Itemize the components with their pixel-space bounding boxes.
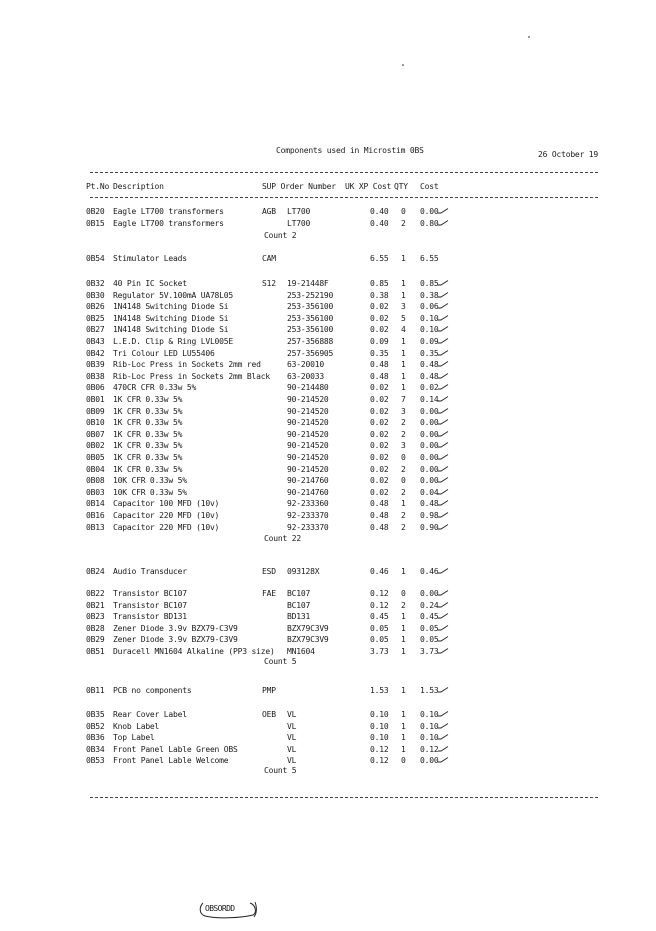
line-cost: 0.98 bbox=[420, 511, 439, 520]
line-cost: 0.00 bbox=[420, 418, 439, 428]
unit-cost: 0.46 bbox=[370, 567, 389, 576]
supplier: S12 bbox=[262, 279, 276, 288]
unit-cost: 0.12 bbox=[370, 756, 389, 766]
part-number: 0B43 bbox=[86, 337, 105, 346]
description: 1K CFR 0.33w 5% bbox=[113, 441, 183, 451]
unit-cost: 0.10 bbox=[370, 733, 389, 743]
check-mark-icon bbox=[438, 338, 449, 344]
description: 1K CFR 0.33w 5% bbox=[113, 406, 183, 416]
line-cost: 0.48 bbox=[420, 499, 439, 509]
check-mark-icon bbox=[438, 757, 449, 763]
check-mark-icon bbox=[438, 419, 449, 425]
line-cost: 0.10 bbox=[420, 733, 439, 743]
unit-cost: 0.02 bbox=[370, 302, 389, 312]
check-mark-icon bbox=[438, 208, 449, 214]
part-number: 0B11 bbox=[86, 686, 105, 695]
description: Stimulator Leads bbox=[113, 254, 187, 263]
order-number: BD131 bbox=[287, 612, 311, 622]
unit-cost: 0.38 bbox=[370, 290, 389, 300]
quantity: 1 bbox=[401, 360, 406, 370]
part-number: 0B53 bbox=[86, 756, 105, 766]
unit-cost: 0.02 bbox=[370, 395, 389, 404]
supplier: PMP bbox=[262, 686, 276, 695]
description: Transistor BD131 bbox=[113, 612, 187, 622]
description: Duracell MN1604 Alkaline (PP3 size) bbox=[113, 647, 275, 656]
order-number: VL bbox=[287, 721, 297, 731]
line-cost: 0.10 bbox=[420, 710, 439, 719]
order-number: LT700 bbox=[287, 218, 311, 228]
unit-cost: 0.02 bbox=[370, 313, 389, 323]
order-number: BC107 bbox=[287, 600, 311, 610]
part-number: 0B14 bbox=[86, 499, 105, 509]
description: Rear Cover Label bbox=[113, 710, 187, 719]
part-number: 0B22 bbox=[86, 589, 105, 598]
description: 10K CFR 0.33w 5% bbox=[113, 476, 187, 486]
col-description: Description bbox=[113, 182, 164, 191]
quantity: 1 bbox=[401, 733, 406, 743]
supplier: CAM bbox=[262, 254, 276, 263]
quantity: 1 bbox=[401, 623, 406, 633]
line-cost: 0.80 bbox=[420, 218, 439, 228]
check-mark-icon bbox=[438, 723, 449, 729]
group-count: Count 5 bbox=[264, 766, 297, 776]
check-mark-icon bbox=[438, 466, 449, 472]
part-number: 0B35 bbox=[86, 710, 105, 719]
line-cost: 0.90 bbox=[420, 522, 439, 532]
quantity: 1 bbox=[401, 499, 406, 509]
supplier: AGB bbox=[262, 207, 276, 216]
order-number: 90-214760 bbox=[287, 487, 329, 497]
description: Capacitor 220 MFD (10v) bbox=[113, 511, 220, 520]
check-mark-icon bbox=[438, 734, 449, 740]
line-cost: 0.09 bbox=[420, 337, 439, 346]
quantity: 1 bbox=[401, 612, 406, 622]
group-count: Count 22 bbox=[264, 533, 301, 543]
check-mark-icon bbox=[438, 568, 449, 574]
order-number: 90-214520 bbox=[287, 406, 329, 416]
description: Transistor BC107 bbox=[113, 600, 187, 610]
part-number: 0B01 bbox=[86, 395, 105, 404]
unit-cost: 0.02 bbox=[370, 325, 389, 335]
part-number: 0B24 bbox=[86, 567, 105, 576]
col-qty: QTY bbox=[394, 182, 408, 191]
description: Knob Label bbox=[113, 721, 160, 731]
description: 10K CFR 0.33w 5% bbox=[113, 487, 187, 497]
quantity: 2 bbox=[401, 522, 406, 532]
quantity: 0 bbox=[401, 453, 406, 462]
description: Zener Diode 3.9v BZX79-C3V9 bbox=[113, 635, 238, 645]
description: 1N4148 Switching Diode Si bbox=[113, 325, 229, 335]
description: Eagle LT700 transformers bbox=[113, 218, 224, 228]
unit-cost: 0.02 bbox=[370, 406, 389, 416]
check-mark-icon bbox=[438, 326, 449, 332]
quantity: 1 bbox=[401, 290, 406, 300]
quantity: 5 bbox=[401, 313, 406, 323]
quantity: 1 bbox=[401, 567, 406, 576]
part-number: 0B32 bbox=[86, 279, 105, 288]
quantity: 1 bbox=[401, 647, 406, 656]
line-cost: 0.00 bbox=[420, 441, 439, 451]
line-cost: 6.55 bbox=[420, 254, 439, 263]
line-cost: 0.00 bbox=[420, 464, 439, 474]
description: 1K CFR 0.33w 5% bbox=[113, 453, 183, 462]
check-mark-icon bbox=[438, 454, 449, 460]
line-cost: 0.10 bbox=[420, 721, 439, 731]
check-mark-icon bbox=[438, 396, 449, 402]
part-number: 0B26 bbox=[86, 302, 105, 312]
quantity: 1 bbox=[401, 383, 406, 393]
line-cost: 0.85 bbox=[420, 279, 439, 288]
part-number: 0B34 bbox=[86, 744, 105, 754]
line-cost: 0.05 bbox=[420, 623, 439, 633]
order-number: 257-356905 bbox=[287, 348, 334, 358]
order-number: 253-252190 bbox=[287, 290, 334, 300]
line-cost: 0.00 bbox=[420, 756, 439, 766]
quantity: 3 bbox=[401, 302, 406, 312]
line-cost: 0.10 bbox=[420, 325, 439, 335]
description: Rib-Loc Press in Sockets 2mm Black bbox=[113, 371, 270, 381]
unit-cost: 1.53 bbox=[370, 686, 389, 695]
description: Tri Colour LED LU55406 bbox=[113, 348, 215, 358]
unit-cost: 0.48 bbox=[370, 511, 389, 520]
quantity: 2 bbox=[401, 600, 406, 610]
part-number: 0B54 bbox=[86, 254, 105, 263]
order-number: 90-214520 bbox=[287, 453, 329, 462]
line-cost: 0.00 bbox=[420, 429, 439, 439]
description: Front Panel Lable Welcome bbox=[113, 756, 229, 766]
description: 1N4148 Switching Diode Si bbox=[113, 302, 229, 312]
quantity: 1 bbox=[401, 254, 406, 263]
order-number: VL bbox=[287, 710, 297, 719]
line-cost: 0.00 bbox=[420, 453, 439, 462]
order-number: 253-356100 bbox=[287, 325, 334, 335]
part-number: 0B21 bbox=[86, 600, 105, 610]
check-mark-icon bbox=[438, 711, 449, 717]
unit-cost: 0.12 bbox=[370, 744, 389, 754]
group-count: Count 5 bbox=[264, 657, 297, 666]
line-cost: 1.53 bbox=[420, 686, 439, 695]
part-number: 0B29 bbox=[86, 635, 105, 645]
quantity: 4 bbox=[401, 325, 406, 335]
part-number: 0B42 bbox=[86, 348, 105, 358]
order-number: 253-356100 bbox=[287, 302, 334, 312]
unit-cost: 0.02 bbox=[370, 383, 389, 393]
part-number: 0B13 bbox=[86, 522, 105, 532]
part-number: 0B07 bbox=[86, 429, 105, 439]
quantity: 1 bbox=[401, 686, 406, 695]
check-mark-icon bbox=[438, 384, 449, 390]
unit-cost: 0.35 bbox=[370, 348, 389, 358]
line-cost: 0.45 bbox=[420, 612, 439, 622]
line-cost: 0.06 bbox=[420, 302, 439, 312]
check-mark-icon bbox=[438, 292, 449, 298]
part-number: 0B10 bbox=[86, 418, 105, 428]
line-cost: 0.00 bbox=[420, 207, 439, 216]
order-number: 253-356100 bbox=[287, 313, 334, 323]
unit-cost: 0.02 bbox=[370, 476, 389, 486]
unit-cost: 0.48 bbox=[370, 371, 389, 381]
check-mark-icon bbox=[438, 350, 449, 356]
line-cost: 0.02 bbox=[420, 383, 439, 393]
col-sup-order: SUP Order Number bbox=[262, 182, 336, 191]
part-number: 0B25 bbox=[86, 313, 105, 323]
part-number: 0B05 bbox=[86, 453, 105, 462]
check-mark-icon bbox=[438, 500, 449, 506]
description: Capacitor 220 MFD (10v) bbox=[113, 522, 220, 532]
order-number: BC107 bbox=[287, 589, 311, 598]
check-mark-icon bbox=[438, 613, 449, 619]
line-cost: 0.04 bbox=[420, 487, 439, 497]
handwritten-stamp bbox=[197, 899, 259, 919]
check-mark-icon bbox=[438, 602, 449, 608]
unit-cost: 0.12 bbox=[370, 589, 389, 598]
order-number: VL bbox=[287, 733, 297, 743]
part-number: 0B04 bbox=[86, 464, 105, 474]
part-number: 0B15 bbox=[86, 218, 105, 228]
line-cost: 0.38 bbox=[420, 290, 439, 300]
check-mark-icon bbox=[438, 524, 449, 530]
part-number: 0B52 bbox=[86, 721, 105, 731]
document-title: Components used in Microstim 0BS bbox=[276, 146, 424, 155]
header-top-rule bbox=[90, 172, 598, 173]
check-mark-icon bbox=[438, 280, 449, 286]
quantity: 2 bbox=[401, 429, 406, 439]
check-mark-icon bbox=[438, 746, 449, 752]
check-mark-icon bbox=[438, 315, 449, 321]
description: Transistor BC107 bbox=[113, 589, 187, 598]
quantity: 1 bbox=[401, 635, 406, 645]
document-date: 26 October 19 bbox=[538, 150, 599, 159]
description: Audio Transducer bbox=[113, 567, 187, 576]
unit-cost: 3.73 bbox=[370, 647, 389, 656]
order-number: 90-214520 bbox=[287, 429, 329, 439]
description: Rib-Loc Press in Sockets 2mm red bbox=[113, 360, 261, 370]
part-number: 0B38 bbox=[86, 371, 105, 381]
quantity: 2 bbox=[401, 464, 406, 474]
order-number: 90-214520 bbox=[287, 441, 329, 451]
description: Top Label bbox=[113, 733, 155, 743]
line-cost: 0.48 bbox=[420, 360, 439, 370]
quantity: 3 bbox=[401, 441, 406, 451]
group-count: Count 2 bbox=[264, 230, 297, 240]
unit-cost: 0.48 bbox=[370, 360, 389, 370]
scan-speck bbox=[528, 36, 530, 38]
check-mark-icon bbox=[438, 373, 449, 379]
check-mark-icon bbox=[438, 512, 449, 518]
unit-cost: 0.02 bbox=[370, 487, 389, 497]
quantity: 2 bbox=[401, 487, 406, 497]
quantity: 2 bbox=[401, 418, 406, 428]
unit-cost: 0.09 bbox=[370, 337, 389, 346]
order-number: 093128X bbox=[287, 567, 320, 576]
part-number: 0B16 bbox=[86, 511, 105, 520]
part-number: 0B08 bbox=[86, 476, 105, 486]
check-mark-icon bbox=[438, 489, 449, 495]
line-cost: 0.05 bbox=[420, 635, 439, 645]
unit-cost: 0.02 bbox=[370, 418, 389, 428]
part-number: 0B02 bbox=[86, 441, 105, 451]
line-cost: 0.46 bbox=[420, 567, 439, 576]
check-mark-icon bbox=[438, 220, 449, 226]
part-number: 0B03 bbox=[86, 487, 105, 497]
col-part-no: Pt.No bbox=[86, 182, 110, 191]
unit-cost: 0.10 bbox=[370, 710, 389, 719]
header-bottom-rule bbox=[90, 197, 598, 198]
unit-cost: 0.85 bbox=[370, 279, 389, 288]
quantity: 1 bbox=[401, 337, 406, 346]
description: Front Panel Lable Green OBS bbox=[113, 744, 238, 754]
description: L.E.D. Clip & Ring LVL005E bbox=[113, 337, 234, 346]
order-number: MN1604 bbox=[287, 647, 315, 656]
supplier: ESD bbox=[262, 567, 276, 576]
order-number: 92-233370 bbox=[287, 522, 329, 532]
check-mark-icon bbox=[438, 590, 449, 596]
quantity: 2 bbox=[401, 511, 406, 520]
line-cost: 0.10 bbox=[420, 313, 439, 323]
line-cost: 0.00 bbox=[420, 476, 439, 486]
order-number: 90-214520 bbox=[287, 395, 329, 404]
description: 1N4148 Switching Diode Si bbox=[113, 313, 229, 323]
unit-cost: 0.10 bbox=[370, 721, 389, 731]
supplier: FAE bbox=[262, 589, 276, 598]
part-number: 0B09 bbox=[86, 406, 105, 416]
quantity: 1 bbox=[401, 348, 406, 358]
stamp-text: OBSORDD bbox=[205, 904, 235, 913]
unit-cost: 0.05 bbox=[370, 623, 389, 633]
part-number: 0B51 bbox=[86, 647, 105, 656]
order-number: 90-214520 bbox=[287, 418, 329, 428]
unit-cost: 0.12 bbox=[370, 600, 389, 610]
quantity: 1 bbox=[401, 721, 406, 731]
order-number: 90-214520 bbox=[287, 464, 329, 474]
order-number: 19-21448F bbox=[287, 279, 329, 288]
quantity: 1 bbox=[401, 279, 406, 288]
order-number: BZX79C3V9 bbox=[287, 623, 329, 633]
unit-cost: 0.02 bbox=[370, 453, 389, 462]
unit-cost: 0.48 bbox=[370, 499, 389, 509]
description: 1K CFR 0.33w 5% bbox=[113, 429, 183, 439]
unit-cost: 0.40 bbox=[370, 218, 389, 228]
order-number: 90-214480 bbox=[287, 383, 329, 393]
unit-cost: 0.45 bbox=[370, 612, 389, 622]
quantity: 1 bbox=[401, 710, 406, 719]
line-cost: 3.73 bbox=[420, 647, 439, 656]
part-number: 0B39 bbox=[86, 360, 105, 370]
line-cost: 0.00 bbox=[420, 406, 439, 416]
unit-cost: 6.55 bbox=[370, 254, 389, 263]
quantity: 0 bbox=[401, 756, 406, 766]
quantity: 0 bbox=[401, 207, 406, 216]
unit-cost: 0.02 bbox=[370, 429, 389, 439]
order-number: 92-233360 bbox=[287, 499, 329, 509]
unit-cost: 0.48 bbox=[370, 522, 389, 532]
order-number: 90-214760 bbox=[287, 476, 329, 486]
quantity: 0 bbox=[401, 476, 406, 486]
part-number: 0B36 bbox=[86, 733, 105, 743]
line-cost: 0.24 bbox=[420, 600, 439, 610]
order-number: VL bbox=[287, 756, 297, 766]
unit-cost: 0.02 bbox=[370, 464, 389, 474]
unit-cost: 0.02 bbox=[370, 441, 389, 451]
description: Capacitor 100 MFD (10v) bbox=[113, 499, 220, 509]
order-number: 92-233370 bbox=[287, 511, 329, 520]
order-number: 63-20010 bbox=[287, 360, 324, 370]
quantity: 2 bbox=[401, 218, 406, 228]
col-uk-xp-cost: UK XP Cost bbox=[345, 182, 392, 191]
footer-rule bbox=[90, 797, 598, 798]
check-mark-icon bbox=[438, 625, 449, 631]
description: 470CR CFR 0.33w 5% bbox=[113, 383, 197, 393]
description: 1K CFR 0.33w 5% bbox=[113, 464, 183, 474]
description: 40 Pin IC Socket bbox=[113, 279, 187, 288]
quantity: 0 bbox=[401, 589, 406, 598]
part-number: 0B20 bbox=[86, 207, 105, 216]
description: Zener Diode 3.9v BZX79-C3V9 bbox=[113, 623, 238, 633]
check-mark-icon bbox=[438, 431, 449, 437]
order-number: BZX79C3V9 bbox=[287, 635, 329, 645]
part-number: 0B23 bbox=[86, 612, 105, 622]
check-mark-icon bbox=[438, 408, 449, 414]
check-mark-icon bbox=[438, 442, 449, 448]
quantity: 3 bbox=[401, 406, 406, 416]
check-mark-icon bbox=[438, 477, 449, 483]
unit-cost: 0.40 bbox=[370, 207, 389, 216]
quantity: 1 bbox=[401, 371, 406, 381]
description: PCB no components bbox=[113, 686, 192, 695]
description: 1K CFR 0.33w 5% bbox=[113, 418, 183, 428]
quantity: 1 bbox=[401, 744, 406, 754]
check-mark-icon bbox=[438, 687, 449, 693]
order-number: VL bbox=[287, 744, 297, 754]
order-number: 257-356888 bbox=[287, 337, 334, 346]
line-cost: 0.48 bbox=[420, 371, 439, 381]
description: Eagle LT700 transformers bbox=[113, 207, 224, 216]
part-number: 0B27 bbox=[86, 325, 105, 335]
line-cost: 0.14 bbox=[420, 395, 439, 404]
part-number: 0B30 bbox=[86, 290, 105, 300]
order-number: 63-20033 bbox=[287, 371, 324, 381]
supplier: OEB bbox=[262, 710, 276, 719]
line-cost: 0.00 bbox=[420, 589, 439, 598]
check-mark-icon bbox=[438, 636, 449, 642]
line-cost: 0.35 bbox=[420, 348, 439, 358]
check-mark-icon bbox=[438, 303, 449, 309]
check-mark-icon bbox=[438, 361, 449, 367]
scan-speck bbox=[402, 64, 404, 66]
check-mark-icon bbox=[438, 648, 449, 654]
line-cost: 0.12 bbox=[420, 744, 439, 754]
description: 1K CFR 0.33w 5% bbox=[113, 395, 183, 404]
col-cost: Cost bbox=[420, 182, 439, 191]
quantity: 7 bbox=[401, 395, 406, 404]
unit-cost: 0.05 bbox=[370, 635, 389, 645]
description: Regulator 5V.100mA UA78L05 bbox=[113, 290, 234, 300]
part-number: 0B06 bbox=[86, 383, 105, 393]
order-number: LT700 bbox=[287, 207, 311, 216]
part-number: 0B28 bbox=[86, 623, 105, 633]
